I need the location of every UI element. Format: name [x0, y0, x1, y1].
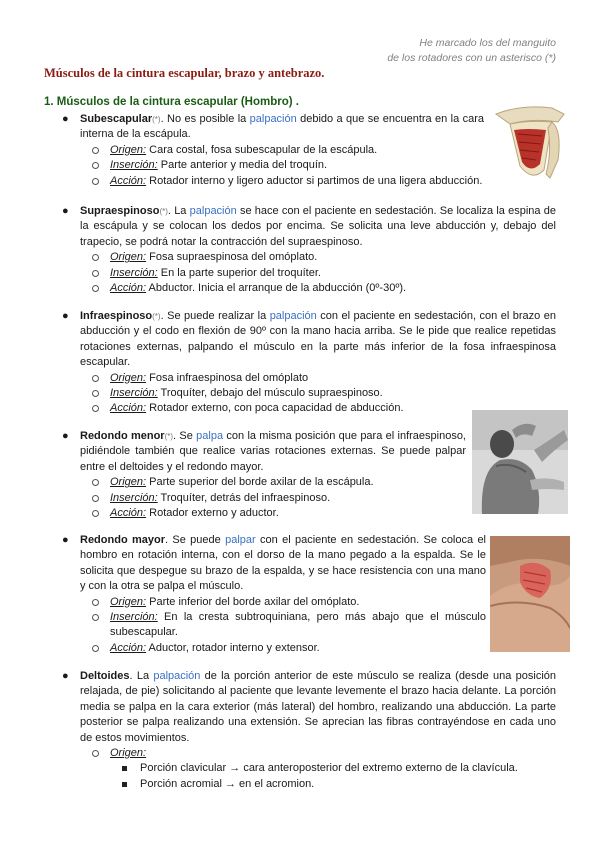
palpacion-link[interactable]: palpación: [153, 670, 201, 682]
muscle-entry-redondo-mayor: [44, 533, 486, 656]
bullet-icon: ●: [62, 205, 69, 217]
palpa-link[interactable]: palpa: [196, 430, 224, 442]
redondo-menor-palpation-photo: [472, 410, 568, 514]
asterisk-mark: (*): [164, 432, 174, 441]
circle-bullet-icon: [92, 147, 99, 154]
origen-item: Origen: Cara costal, fosa subescapular de la escápula.: [44, 143, 484, 158]
insercion-item: Inserción: Troquíter, detrás del infraespinoso.: [44, 491, 466, 506]
accion-item: Acción: Rotador externo, con poca capacidad de abducción.: [44, 401, 556, 416]
origen-item: Origen: Fosa supraespinosa del omóplato.: [44, 250, 556, 265]
redondo-mayor-back-photo: [490, 536, 570, 652]
accion-item: Acción: Abductor. Inicia el arranque de la abducción (0º-30º).: [44, 281, 556, 296]
circle-bullet-icon: [92, 599, 99, 606]
asterisk-mark: (*): [152, 115, 161, 124]
muscle-entry-deltoides: [44, 669, 556, 792]
insercion-item: Inserción: Troquíter, debajo del músculo supraespinoso.: [44, 386, 556, 401]
bullet-icon: ●: [62, 670, 69, 682]
origen-subitem: Porción acromial → en el acromion.: [44, 777, 556, 792]
asterisk-mark: (*): [152, 312, 161, 321]
circle-bullet-icon: [92, 479, 99, 486]
circle-bullet-icon: [92, 510, 99, 517]
document-title: Músculos de la cintura escapular, brazo y antebrazo.: [44, 66, 325, 80]
muscle-description: ● Redondo menor(*). Se palpa con la misma posición que para el infraespinoso, pidiéndole también que realice varias rotaciones externas. Se puede palpar entre el deltoides y el redondo mayor.: [62, 430, 466, 473]
muscle-entry-supraespinoso: [44, 204, 556, 296]
bullet-icon: ●: [62, 430, 69, 442]
muscle-name: Redondo mayor: [80, 534, 166, 546]
origen-item: Origen:: [44, 746, 556, 761]
muscle-entry-redondo-menor: [44, 429, 466, 521]
muscle-name: Infraespinoso: [80, 310, 153, 322]
circle-bullet-icon: [92, 270, 99, 277]
circle-bullet-icon: [92, 285, 99, 292]
muscle-name: Redondo menor: [80, 430, 165, 442]
square-bullet-icon: [122, 782, 127, 787]
origen-item: Origen: Fosa infraespinosa del omóplato: [44, 371, 556, 386]
muscle-description: ● Infraespinoso(*). Se puede realizar la palpación con el paciente en sedestación, con el brazo en abducción y el codo en flexión de 90º con la mano hacia arriba. Se le pide que realice repetidas rotaciones externas, palpando el músculo en la parte más inferior de la fosa infraespinosa escapular.: [62, 310, 556, 369]
asterisk-mark: (*): [159, 207, 168, 216]
header-note-line1: He marcado los del manguito: [419, 37, 556, 49]
palpacion-link[interactable]: palpación: [189, 205, 237, 217]
muscle-name: Deltoides: [80, 670, 130, 682]
muscle-description: ● Deltoides. La palpación de la porción anterior de este músculo se realiza (desde una posición relajada, de pie) solicitando al paciente que levante levemente el brazo hacia delante. La porción media se palpa en la cara exterior (más lateral) del hombro, realizando una abducción. La parte posterior se palpa realizando una extensión. Se aprecian las fibras contrayéndose en cada uno de estos movimientos.: [62, 670, 557, 744]
accion-item: Acción: Aductor, rotador interno y extensor.: [44, 641, 486, 656]
bullet-icon: ●: [62, 310, 69, 322]
circle-bullet-icon: [92, 405, 99, 412]
palpacion-link[interactable]: palpación: [249, 113, 297, 125]
palpar-link[interactable]: palpar: [225, 534, 256, 546]
muscle-description: ● Subescapular(*). No es posible la palpación debido a que se encuentra en la cara interna de la escápula.: [62, 113, 484, 141]
circle-bullet-icon: [92, 178, 99, 185]
muscle-entry-infraespinoso: [44, 309, 556, 417]
circle-bullet-icon: [92, 495, 99, 502]
accion-item: Acción: Rotador interno y ligero aductor si partimos de una ligera abducción.: [44, 174, 484, 189]
circle-bullet-icon: [92, 162, 99, 169]
circle-bullet-icon: [92, 375, 99, 382]
insercion-item: Inserción: En la parte superior del troquíter.: [44, 266, 556, 281]
origen-subitem: Porción clavicular → cara anteroposterior del extremo externo de la clavícula.: [44, 761, 556, 776]
square-bullet-icon: [122, 766, 127, 771]
insercion-item: Inserción: En la cresta subtroquiniana, pero más abajo que el músculo subescapular.: [44, 610, 486, 641]
header-note-line2: de los rotadores con un asterisco (*): [387, 52, 556, 64]
bullet-icon: ●: [62, 534, 69, 546]
circle-bullet-icon: [92, 614, 99, 621]
circle-bullet-icon: [92, 390, 99, 397]
origen-item: Origen: Parte inferior del borde axilar del omóplato.: [44, 595, 486, 610]
muscle-name: Supraespinoso: [80, 205, 160, 217]
bullet-icon: ●: [62, 113, 69, 125]
muscle-description: ● Supraespinoso(*). La palpación se hace con el paciente en sedestación. Se localiza la espina de la escápula y se colocan los dedos por encima. Se solicita una leve abducción y, debajo del trapecio, se podrá notar la contracción del supraespinoso.: [62, 205, 556, 248]
header-note: [387, 36, 556, 66]
muscle-entry-subescapular: [44, 112, 484, 189]
section-heading: 1. Músculos de la cintura escapular (Hombro) .: [44, 96, 299, 108]
muscle-name: Subescapular: [80, 113, 153, 125]
accion-item: Acción: Rotador externo y aductor.: [44, 506, 466, 521]
muscle-description: ● Redondo mayor. Se puede palpar con el paciente en sedestación. Se coloca el hombro en rotación interna, con el dorso de la mano pegado a la espalda. Se le solicita que despegue su brazo de la espalda, y se hace resistencia con una mano y con la otra se palpa el músculo.: [62, 534, 486, 593]
origen-item: Origen: Parte superior del borde axilar de la escápula.: [44, 475, 466, 490]
insercion-item: Inserción: Parte anterior y media del troquín.: [44, 158, 484, 173]
palpacion-link[interactable]: palpación: [269, 310, 317, 322]
shoulder-anatomy-illustration: [492, 100, 568, 186]
circle-bullet-icon: [92, 254, 99, 261]
circle-bullet-icon: [92, 645, 99, 652]
circle-bullet-icon: [92, 750, 99, 757]
